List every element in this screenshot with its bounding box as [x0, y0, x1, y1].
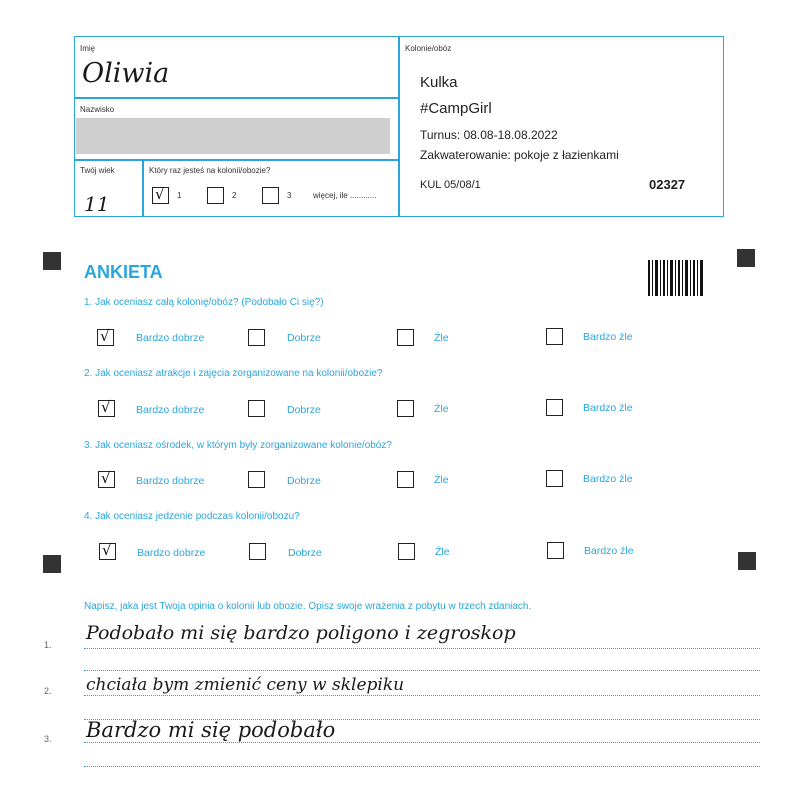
q4-option-very-good: Bardzo dobrze — [137, 547, 206, 559]
opinion-line-3-rule — [84, 742, 760, 743]
question-1-text: 1. Jak oceniasz całą kolonię/obóz? (Podobało Ci się?) — [84, 297, 324, 308]
opinion-line-1-number: 1. — [44, 640, 52, 650]
accommodation: Zakwaterowanie: pokoje z łazienkami — [420, 148, 619, 162]
age-value: 11 — [84, 192, 110, 216]
camp-number: 02327 — [649, 177, 686, 192]
opinion-line-2-rule — [84, 695, 760, 696]
q1-option-bad-checkbox[interactable] — [397, 329, 414, 346]
opinion-prompt: Napisz, jaka jest Twoja opinia o kolonii lub obozie. Opisz swoje wrażenia z pobytu w trzech zdaniach. — [84, 601, 532, 612]
name-divider — [74, 97, 399, 99]
q3-option-very-good: Bardzo dobrze — [136, 475, 205, 487]
opinion-line-3-number: 3. — [44, 734, 52, 744]
age-divider — [142, 159, 144, 217]
camp-code: KUL 05/08/1 — [420, 179, 481, 191]
registration-mark-icon — [737, 249, 755, 267]
q2-option-good-checkbox[interactable] — [248, 400, 265, 417]
surname-divider — [74, 159, 399, 161]
q2-option-very-good: Bardzo dobrze — [136, 404, 205, 416]
q4-option-very-good-checkbox[interactable] — [99, 543, 116, 560]
camp-name: Kulka — [420, 74, 458, 91]
q2-option-very-bad-checkbox[interactable] — [546, 399, 563, 416]
checkmark-icon: √ — [102, 541, 112, 559]
turnus: Turnus: 08.08-18.08.2022 — [420, 128, 558, 142]
q3-option-very-good-checkbox[interactable] — [98, 471, 115, 488]
q1-option-good: Dobrze — [287, 332, 321, 344]
opinion-line-2: chciała bym zmienić ceny w sklepiku — [86, 675, 405, 695]
opinion-line-1b-rule — [84, 670, 760, 671]
q4-option-bad-checkbox[interactable] — [398, 543, 415, 560]
name-label: Imię — [80, 44, 96, 53]
opinion-line-1: Podobało mi się bardzo poligono i zegroskop — [86, 622, 516, 644]
q2-option-good: Dobrze — [287, 404, 321, 416]
age-label: Twój wiek — [80, 166, 115, 175]
barcode-icon — [648, 260, 704, 296]
q4-option-good: Dobrze — [288, 547, 322, 559]
surname-label: Nazwisko — [80, 105, 115, 114]
checkmark-icon: √ — [100, 327, 110, 345]
q1-option-good-checkbox[interactable] — [248, 329, 265, 346]
name-value: Oliwia — [82, 58, 170, 89]
q2-option-bad: Źle — [434, 403, 449, 415]
registration-mark-icon — [738, 552, 756, 570]
q3-option-very-bad: Bardzo źle — [583, 473, 633, 485]
registration-mark-icon — [43, 252, 61, 270]
opinion-line-1-rule — [84, 648, 760, 649]
checkmark-icon: √ — [101, 398, 111, 416]
times-option-1-checkbox[interactable] — [152, 187, 169, 204]
q4-option-very-bad: Bardzo źle — [584, 545, 634, 557]
q4-option-very-bad-checkbox[interactable] — [547, 542, 564, 559]
opinion-line-3b-rule — [84, 766, 760, 767]
q2-option-bad-checkbox[interactable] — [397, 400, 414, 417]
times-label: Który raz jesteś na kolonii/obozie? — [149, 166, 271, 175]
times-option-1: 1 — [177, 191, 182, 200]
q1-option-very-bad: Bardzo źle — [583, 331, 633, 343]
question-2-text: 2. Jak oceniasz atrakcje i zajęcia zorganizowane na kolonii/obozie? — [84, 368, 383, 379]
camp-hashtag: #CampGirl — [420, 100, 492, 117]
times-option-2-checkbox[interactable] — [207, 187, 224, 204]
q3-option-very-bad-checkbox[interactable] — [546, 470, 563, 487]
survey-title: ANKIETA — [84, 262, 163, 282]
opinion-line-3: Bardzo mi się podobało — [86, 718, 336, 742]
q1-option-very-good-checkbox[interactable] — [97, 329, 114, 346]
q2-option-very-good-checkbox[interactable] — [98, 400, 115, 417]
q3-option-good: Dobrze — [287, 475, 321, 487]
q4-option-good-checkbox[interactable] — [249, 543, 266, 560]
q3-option-bad-checkbox[interactable] — [397, 471, 414, 488]
camp-label: Kolonie/obóz — [405, 44, 452, 53]
q1-option-very-good: Bardzo dobrze — [136, 332, 205, 344]
times-option-3: 3 — [287, 191, 292, 200]
times-option-3-checkbox[interactable] — [262, 187, 279, 204]
checkmark-icon: √ — [155, 185, 165, 203]
question-4-text: 4. Jak oceniasz jedzenie podczas kolonii/obozu? — [84, 511, 300, 522]
q1-option-very-bad-checkbox[interactable] — [546, 328, 563, 345]
q1-option-bad: Źle — [434, 332, 449, 344]
header-divider — [398, 36, 400, 217]
q3-option-good-checkbox[interactable] — [248, 471, 265, 488]
times-more-label: więcej, ile ............ — [313, 191, 377, 200]
times-option-2: 2 — [232, 191, 237, 200]
q4-option-bad: Źle — [435, 546, 450, 558]
registration-mark-icon — [43, 555, 61, 573]
surname-redaction — [76, 118, 390, 154]
q3-option-bad: Źle — [434, 474, 449, 486]
checkmark-icon: √ — [101, 469, 111, 487]
opinion-line-2-number: 2. — [44, 686, 52, 696]
question-3-text: 3. Jak oceniasz ośrodek, w którym były zorganizowane kolonie/obóz? — [84, 440, 392, 451]
q2-option-very-bad: Bardzo źle — [583, 402, 633, 414]
